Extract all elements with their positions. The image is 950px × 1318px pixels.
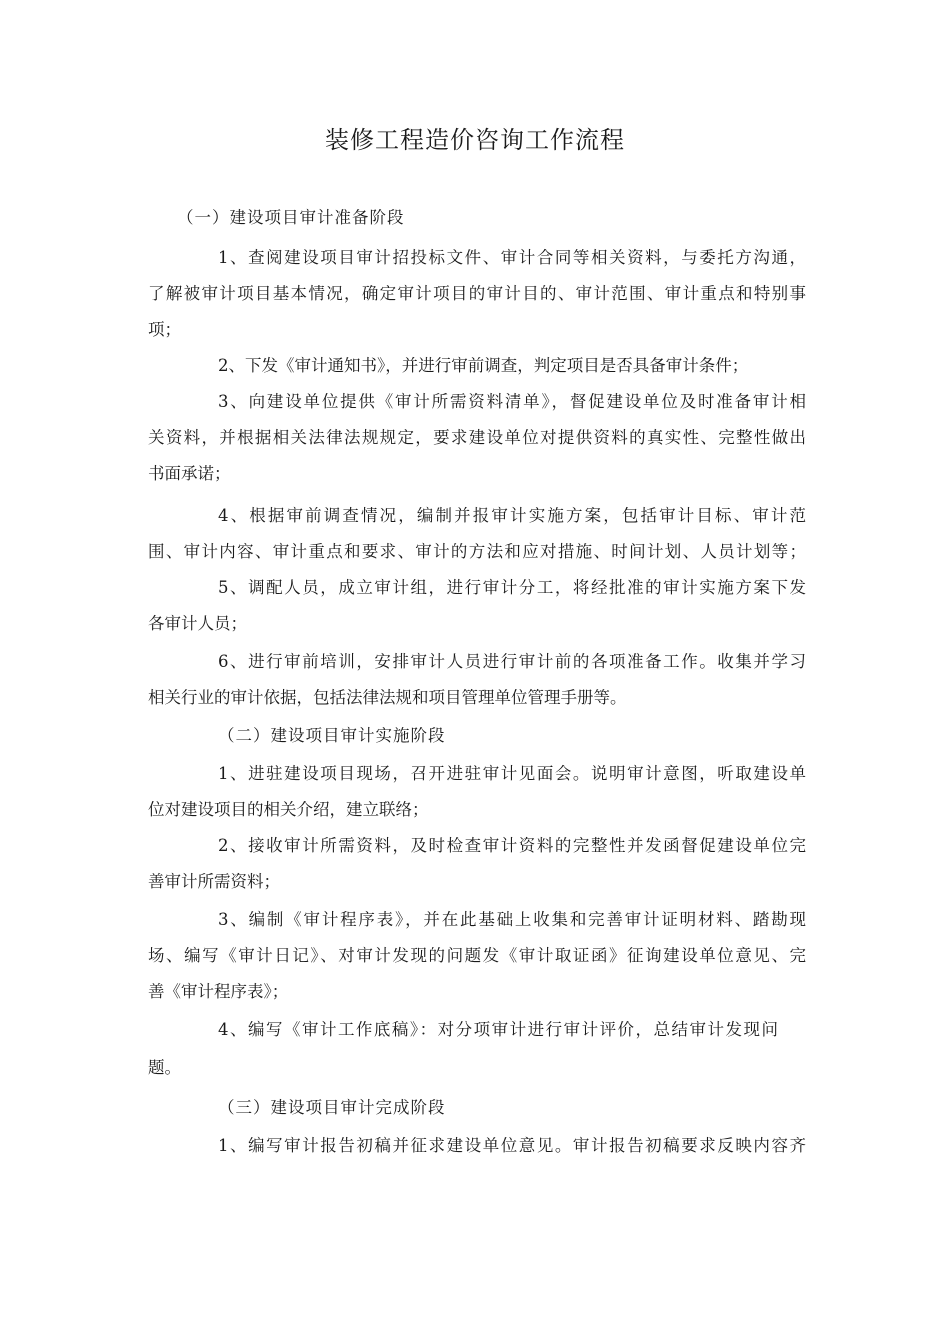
paragraph-line: 4、编写《审计工作底稿》：对分项审计进行审计评价，总结审计发现问 [218, 1020, 778, 1039]
paragraph-line: 关资料，并根据相关法律法规规定，要求建设单位对提供资料的真实性、完整性做出 [148, 428, 806, 447]
section-heading-1: （一）建设项目审计准备阶段 [177, 208, 405, 227]
paragraph-line: 3、编制《审计程序表》，并在此基础上收集和完善审计证明材料、踏勘现 [218, 910, 806, 929]
paragraph-line: 2、接收审计所需资料，及时检查审计资料的完整性并发函督促建设单位完 [218, 836, 806, 855]
paragraph-line: 了解被审计项目基本情况，确定审计项目的审计目的、审计范围、审计重点和特别事 [148, 284, 806, 303]
paragraph-line: 各审计人员； [148, 614, 247, 633]
paragraph-line: 围、审计内容、审计重点和要求、审计的方法和应对措施、时间计划、人员计划等； [148, 542, 806, 561]
paragraph-line: 1、进驻建设项目现场，召开进驻审计见面会。说明审计意图，听取建设单 [218, 764, 806, 783]
paragraph-line: 场、编写《审计日记》、对审计发现的问题发《审计取证函》征询建设单位意见、完 [148, 946, 806, 965]
paragraph-line: 5、调配人员，成立审计组，进行审计分工，将经批准的审计实施方案下发 [218, 578, 806, 597]
paragraph-line: 6、进行审前培训，安排审计人员进行审计前的各项准备工作。收集并学习 [218, 652, 806, 671]
section-heading-2: （二）建设项目审计实施阶段 [218, 726, 446, 745]
section-heading-3: （三）建设项目审计完成阶段 [218, 1098, 446, 1117]
paragraph-line: 2、下发《审计通知书》，并进行审前调查，判定项目是否具备审计条件； [218, 356, 749, 375]
paragraph-line: 题。 [148, 1058, 181, 1077]
paragraph-line: 1、查阅建设项目审计招投标文件、审计合同等相关资料，与委托方沟通， [218, 248, 806, 267]
paragraph-line: 3、向建设单位提供《审计所需资料清单》，督促建设单位及时准备审计相 [218, 392, 806, 411]
document-title: 装修工程造价咨询工作流程 [325, 126, 625, 154]
paragraph-line: 位对建设项目的相关介绍，建立联络； [148, 800, 429, 819]
paragraph-line: 善审计所需资料； [148, 872, 280, 891]
paragraph-line: 书面承诺； [148, 464, 231, 483]
paragraph-line: 4、根据审前调查情况，编制并报审计实施方案，包括审计目标、审计范 [218, 506, 806, 525]
paragraph-line: 项； [148, 320, 181, 339]
paragraph-line: 善《审计程序表》； [148, 982, 289, 1001]
paragraph-line: 相关行业的审计依据，包括法律法规和项目管理单位管理手册等。 [148, 688, 627, 707]
paragraph-line: 1、编写审计报告初稿并征求建设单位意见。审计报告初稿要求反映内容齐 [218, 1136, 806, 1155]
